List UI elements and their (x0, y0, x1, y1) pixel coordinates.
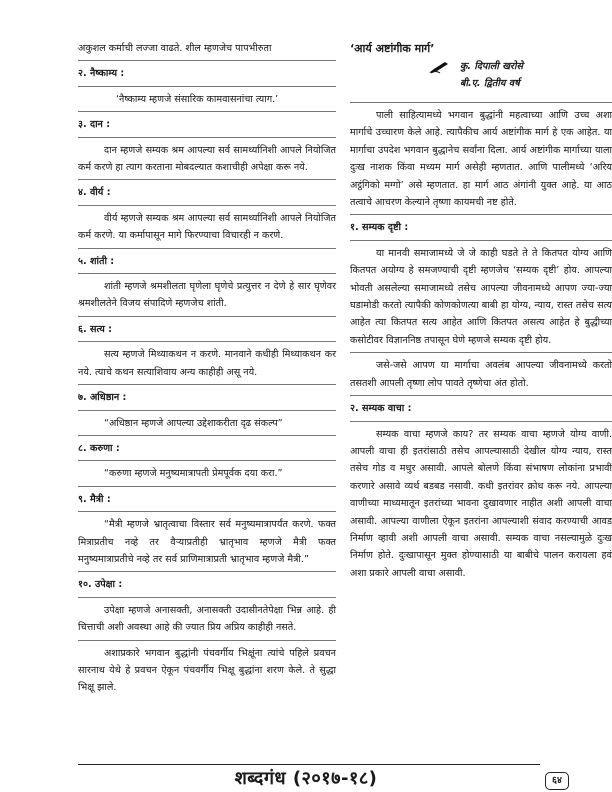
right-column (350, 40, 612, 582)
paragraph: शांती म्हणजे श्रमशीलता घृणेला घृणेचे प्रत्युत्तर न देणे हे सार घृणेवर श्रमशीलतेने विजय संपादिणे म्हणजेच शांती. (78, 281, 336, 310)
paragraph: ‘नैष्काम्य म्हणजे संसारिक कामवासनांचा त्याग.’ (116, 93, 279, 105)
divider (78, 179, 336, 180)
divider (78, 511, 336, 512)
divider (78, 273, 336, 274)
divider (78, 640, 336, 641)
divider (78, 571, 336, 572)
paragraph: अशाप्रकारे भगवान बुद्धांनी पंचवर्गीय भिक्षूंना त्यांचे पहिले प्रवचन सारनाथ येथे हे प्रवचन ऐकून पंचवर्गीय भिक्षू बुद्धांना शरण केले. ते सुद्धा भिक्षू झाले. (78, 647, 336, 694)
divider (78, 248, 336, 249)
section-heading: ६. सत्य : (78, 323, 112, 335)
section-heading: ५. शांती : (78, 255, 115, 267)
paragraph: सत्य म्हणजे मिथ्याकथन न करणे. मानवाने कधीही मिथ्याकथन कर नये. त्याचे कथन सत्याशिवाय अन्य काहीही असू नये. (78, 349, 336, 378)
divider (78, 60, 336, 61)
paragraph: अकुशल कर्माची लज्जा वाढते. शील म्हणजेच पापभीरुता (78, 43, 272, 54)
paragraph: “अधिष्ठान म्हणजे आपल्या उद्देशाकरीता दृढ संकल्प” (104, 417, 283, 429)
divider (350, 421, 612, 422)
divider (78, 597, 336, 598)
divider (78, 410, 336, 411)
divider (78, 460, 336, 461)
divider (78, 316, 336, 317)
paragraph: “मैत्री म्हणजे भ्रातृत्वाचा विस्तार सर्व मनुष्यमात्रापर्यंत करणे. फक्त मित्राप्रतीच नव्हे तर वैऱ्याप्रतीही भ्रातृभाव म्हणजे मैत्री फक्त मनुष्यमात्राप्रतीचे नव्हे तर सर्व प्राणिमात्राप्रती भ्रातृभाव म्हणजे मैत्री.” (78, 519, 336, 565)
divider (78, 111, 336, 112)
page-number: ६४ (545, 772, 569, 790)
divider (350, 395, 612, 396)
paragraph: उपेक्षा म्हणजे अनासक्ती, अनासक्ती उदासीनतेपेक्षा भिन्न आहे. ही चित्ताची अशी अवस्था आहे की ज्यात प्रिय अप्रिय काहीही नसते. (78, 604, 336, 634)
paragraph: पाली साहित्यामध्ये भगवान बुद्धांनी महत्वाच्या आणि उच्च अशा मार्गाचे उच्चारण केले आहे. त्यापैकीच आर्य अष्टांगीक मार्ग हे एक आहेत. या मार्गाचा उपदेश भगवान बुद्धानेच सर्वांना दिला. आर्य अष्टांगीक मार्गाच्या याला दुःख नाशक किंवा मध्यम मार्ग असेही म्हणतात. आणि पालीमध्ये ‘अरिय अट्ठंगिको मग्गो’ असे म्हणतात. हा मार्ग आठ अंगांनी युक्त आहे. या आठ तत्वाचे आचरण केल्याने तृष्णा कायमची नष्ट होते. (350, 110, 612, 209)
article-title: ‘आर्य अष्टांगीक मार्ग’ (350, 42, 435, 55)
divider (78, 137, 336, 138)
paragraph: जसे-जसे आपण या मार्गाचा अवलंब आपल्या जीवनामध्ये करतो तसतशी आपली तृष्णा लोप पावते तृष्णेचा अंत होतो. (350, 360, 612, 389)
section-heading: १. सम्यक दृष्टी : (350, 222, 409, 234)
section-heading: ९. मैत्री : (78, 493, 111, 505)
divider (350, 102, 612, 103)
section-heading: ४. वीर्य : (78, 187, 111, 199)
divider (78, 486, 336, 487)
divider (350, 240, 612, 241)
section-heading: ८. करुणा : (78, 442, 120, 454)
author-line (428, 58, 612, 75)
pen-icon (428, 60, 450, 74)
divider (78, 341, 336, 342)
footer-title: शब्दगंध (२०१७-१८) (234, 768, 378, 789)
divider (350, 352, 612, 353)
footer-rule (78, 764, 540, 765)
section-heading: ३. दान : (78, 119, 111, 131)
paragraph: वीर्य म्हणजे सम्यक श्रम आपल्या सर्व सामर्थ्यानिशी आपले नियोजित कर्म करणे. या कर्मापासून मागे फिरण्याचा विचारही न करणे. (78, 212, 336, 242)
section-heading: १०. उपेक्षा : (78, 579, 123, 591)
divider (78, 205, 336, 206)
paragraph: सम्यक वाचा म्हणजे काय? तर सम्यक वाचा म्हणजे योग्य वाणी. आपली वाचा ही इतरांसाठी तसेच आपल्यासाठी देखील योग्य न्याय, रास्त तसेच गोड व मधुर असावी. आपले बोलणे किंवा संभाषण लोकांना प्रभावी करणारे असावे व्यर्थ बडबड नसावी. कधी इतरांवर क्रोध करू नये. आपल्या वाणीच्या माध्यमातून इतरांच्या भावना दुखावणार नाहीत अशी आपली वाचा असावी. आपल्या वाणीला ऐकून इतरांना आपल्याशी संवाद करण्याची आवड निर्माण व्हावी अशी आपली वाचा असावी. सम्यक वाचा नसल्यामुळे दुःख निर्माण होते. दुःखापासून मुक्त होण्यासाठी या बाबीचे पालन करायला हवं अशा प्रकारे आपली वाचा असावी. (350, 428, 612, 579)
section-heading: ७. अधिष्ठान : (78, 392, 127, 404)
paragraph: “करुणा म्हणजे मनुष्यमात्रापती प्रेमपूर्वक दया करा.” (104, 468, 283, 480)
section-heading: २. नैष्काम्य : (78, 68, 125, 80)
author-name: कु. दिपाली खरोसे (460, 61, 523, 72)
paragraph: दान म्हणजे सम्यक श्रम आपल्या सर्व सामर्थ्यानिशी आपले नियोजित कर्म करणे हा त्याग करताना मोबदल्यात कशाचीही अपेक्षा करू नये. (78, 144, 336, 174)
divider (78, 86, 336, 87)
divider (78, 384, 336, 385)
divider (78, 435, 336, 436)
section-heading: २. सम्यक वाचा : (350, 403, 412, 415)
left-column (78, 40, 336, 697)
author-degree: बी.ए. द्वितीय वर्ष (460, 78, 520, 89)
paragraph: या मानवी समाजामध्ये जे जे काही घडते ते ते कितपत योग्य आणि कितपत अयोग्य हे समजण्याची दृष्टी म्हणजेच ‘सम्यक दृष्टी’ होय. आपल्या भोवती असलेल्या समाजामध्ये तसेच आपल्या जीवनामध्ये आपण ज्या-ज्या घडामोडी करतो त्यापैकी कोणकोणत्या बाबी हा योग्य, न्याय, रास्त तसेच सत्य आहेत त्या कितपत सत्य आहेत आणि कितपत असत्य आहेत हे बुद्धीच्या कसोटीवर विज्ञाननिष्ठ तपासून घेणे म्हणजे सम्यक दृष्टी होय. (350, 247, 612, 346)
divider (350, 214, 612, 215)
